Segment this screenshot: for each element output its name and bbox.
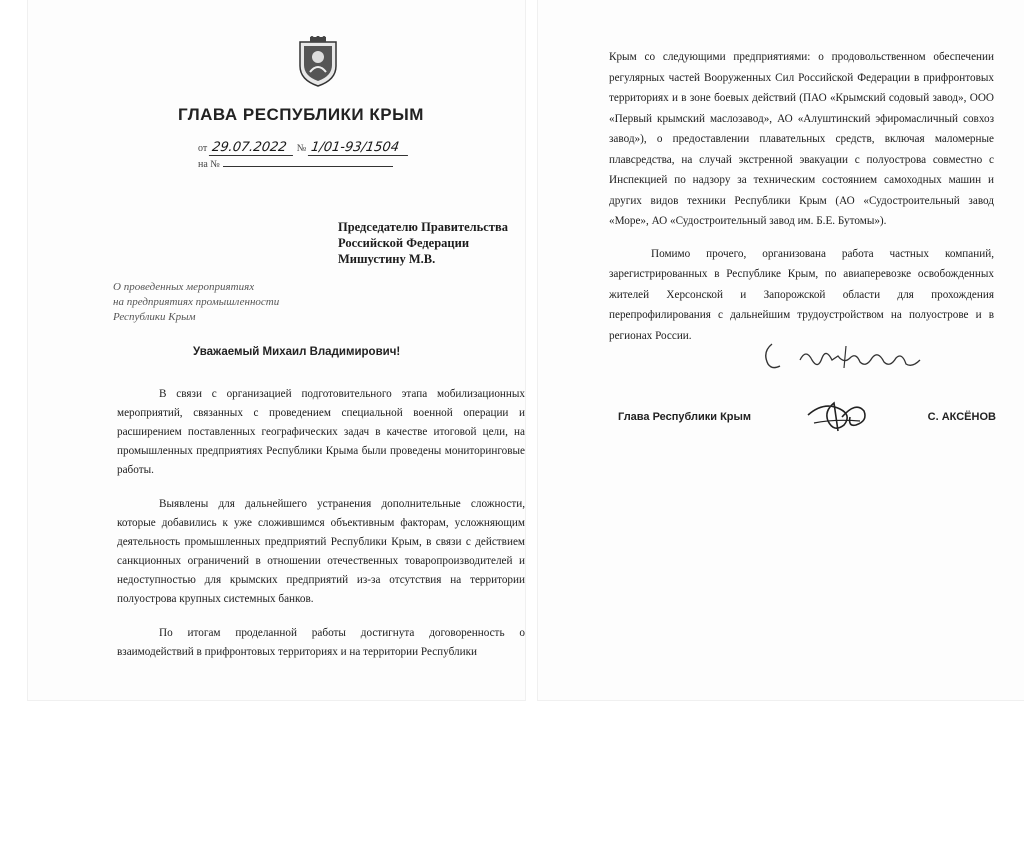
body-paragraph: Крым со следующими предприятиями: о продовольственном обеспечении регулярных частей Вооруженных Сил Российской Федерации в прифронтовых территориях и в зоне боевых действий (ПАО «Крымский содовый завод», ООО «Первый крымский маслозавод», АО «Алуштинский эфиромасличный совхоз завод»), о предоставлении плавательных средств, включая маломерные плавсредства, на случай экстренной эвакуации с полуострова совместно с Инспекцией по надзору за техническим состоянием самоходных машин и других видов техники Республики Крым (АО «Судостроительный завод «Море», АО «Судостроительный завод им. Б.Е. Бутомы»). xyxy=(609,51,994,227)
subject-line: на предприятиях промышленности xyxy=(113,296,280,308)
body-paragraph: Помимо прочего, организована работа частных компаний, зарегистрированных в Республике Крым, по авиаперевозке освобожденных жителей Херсонской и Запорожской области для прохождения перепрофилирования с дальнейшим трудоустройством на полуострове и в регионах России. xyxy=(609,247,994,342)
body-paragraph: По итогам проделанной работы достигнута договоренность о взаимодействий в прифронтовых территориях и на территории Республики xyxy=(117,627,525,658)
signatory-name: С. АКСЁНОВ xyxy=(927,411,996,423)
date-label: от xyxy=(198,143,208,154)
letter-page-1 xyxy=(28,0,525,700)
date-value: 29.07.2022 xyxy=(209,140,295,156)
letter-head-title: ГЛАВА РЕСПУБЛИКИ КРЫМ xyxy=(178,105,424,124)
handwritten-closing xyxy=(760,338,940,378)
letter-body-page-1 xyxy=(117,385,525,677)
letter-page-2 xyxy=(538,0,1024,700)
body-paragraph: Выявлены для дальнейшего устранения дополнительные сложности, которые добавились к уже сложившимся объективным факторам, усложняющим деятельность промышленных предприятий Республики Крым, в связи с действием санкционных ограничений в отношении отечественных товаропроизводителей и недоступностью для крымских предприятий из-за отсутствия на территории полуострова крупных системных банков. xyxy=(117,498,525,605)
letter-body-page-2 xyxy=(609,47,994,358)
recipient-block xyxy=(338,219,528,267)
signatory-position: Глава Республики Крым xyxy=(618,411,752,423)
body-paragraph: В связи с организацией подготовительного этапа мобилизационных мероприятий, связанных с проведением специальной военной операции и расширением поставленных географических задач в качестве итоговой цели, на промышленных предприятиях Республики Крыма были проведены мониторинговые работы. xyxy=(117,388,525,476)
subject-block xyxy=(113,280,313,325)
handwritten-signature-icon xyxy=(804,395,870,435)
number-label: № xyxy=(296,143,307,154)
crimea-coat-of-arms-icon xyxy=(296,36,340,88)
number-value: 1/01-93/1504 xyxy=(308,140,410,156)
reply-blank xyxy=(223,156,393,167)
recipient-line: Российской Федерации xyxy=(338,236,470,250)
reply-label: на № xyxy=(198,159,220,170)
greeting: Уважаемый Михаил Владимирович! xyxy=(193,346,401,358)
registration-block xyxy=(198,140,409,172)
subject-line: О проведенных мероприятиях xyxy=(113,281,255,293)
recipient-line: Мишустину М.В. xyxy=(338,252,436,266)
signature-row xyxy=(618,405,1008,441)
recipient-line: Председателю Правительства xyxy=(338,220,508,234)
subject-line: Республики Крым xyxy=(113,311,196,323)
